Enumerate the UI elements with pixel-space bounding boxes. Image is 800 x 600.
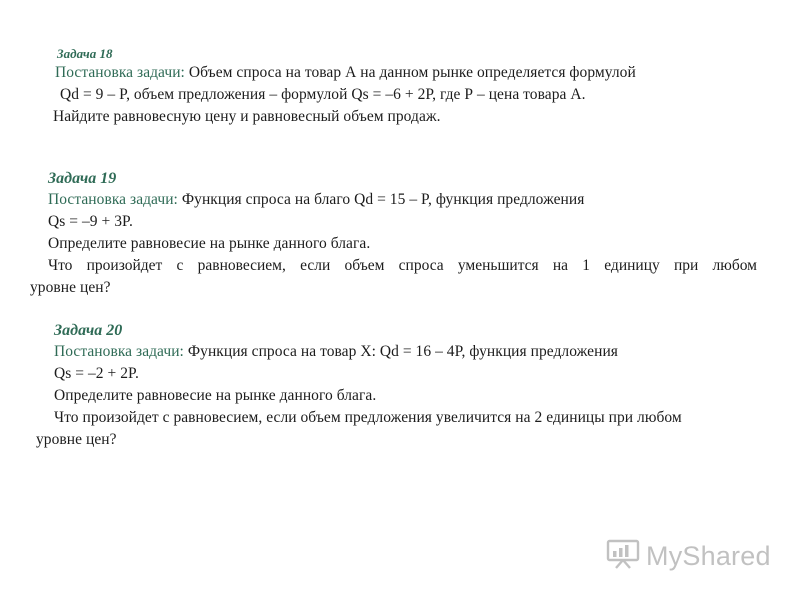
problem-20-line-2: Qs = –2 + 2P.	[54, 365, 139, 382]
problem-18-line-1	[55, 63, 636, 83]
problem-19-line-4	[48, 256, 757, 276]
problem-19-line-5: уровне цен?	[30, 279, 111, 296]
problem-19-text-1: Функция спроса на благо Qd = 15 – P, функция предложения	[177, 191, 585, 208]
problem-18-label: Постановка задачи:	[55, 64, 185, 81]
problem-19-text-4: Что произойдет с равновесием, если объем спроса уменьшится на 1 единицу при любом	[48, 257, 757, 274]
problem-19-line-3: Определите равновесие на рынке данного блага.	[48, 235, 371, 252]
problem-18-text-1: Объем спроса на товар А на данном рынке определяется формулой	[184, 64, 636, 81]
problem-19-title: Задача 19	[48, 170, 117, 187]
problem-18-line-2: Qd = 9 – P, объем предложения – формулой Qs = –6 + 2Р, где Р – цена товара А.	[60, 86, 586, 103]
problem-20-text-1: Функция спроса на товар Х: Qd = 16 – 4P, функция предложения	[183, 343, 618, 360]
problem-20-line-3: Определите равновесие на рынке данного блага.	[54, 387, 377, 404]
problem-19-line-1	[48, 190, 584, 210]
myshared-watermark	[606, 536, 771, 576]
problem-18-title: Задача 18	[57, 46, 113, 61]
problem-20-title: Задача 20	[54, 322, 123, 339]
problem-20-line-5: уровне цен?	[36, 431, 117, 448]
presentation-board-icon	[606, 538, 640, 575]
problem-18-line-3: Найдите равновесную цену и равновесный объем продаж.	[53, 108, 441, 125]
problem-19-line-2: Qs = –9 + 3P.	[48, 213, 133, 230]
problem-19-label: Постановка задачи:	[48, 191, 178, 208]
problem-20-line-4: Что произойдет с равновесием, если объем предложения увеличится на 2 единицы при любом	[54, 409, 682, 426]
problem-20-line-1	[54, 342, 618, 362]
watermark-text: MyShared	[646, 540, 771, 571]
problem-20-label: Постановка задачи:	[54, 343, 184, 360]
